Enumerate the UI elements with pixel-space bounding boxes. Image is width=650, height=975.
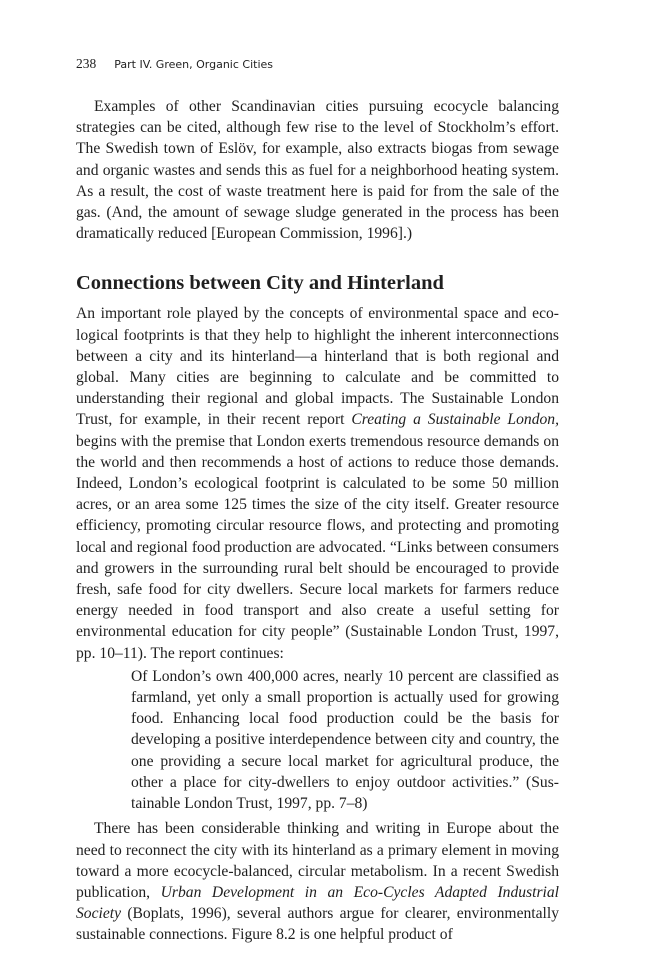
body-text [76,96,559,946]
publication-title-italic: Urban Development in an Eco-Cycles Adapted Industrial Society [76,883,559,923]
page-number: 238 [76,56,97,71]
paragraph-hinterland-text-2: (Boplats, 1996), several authors argue for clearer, environmentally sustainable connections. Figure 8.2 is one helpful product of [76,905,559,944]
paragraph-hinterland [76,818,559,945]
block-quote: Of London’s own 400,000 acres, nearly 10 percent are classified as farmland, yet only a small proportion is actually used for growing food. Enhancing local food production could be the basis for developing a positive interdependence between city and country, the one providing a secure local market for agricultural produce, the other a place for city-dwellers to enjoy outdoor activities.” (Sustainable London Trust, 1997, pp. 7–8) [131,667,559,813]
paragraph-hinterland-text-1: There has been considerable thinking and writing in Europe about the need to reconnect the city with its hinterland as a primary element in moving toward a more ecocycle-balanced, circular metabolism. In a recent Swedish publication, [76,820,559,901]
paragraph-eslov: Examples of other Scandinavian cities pursuing ecocycle balancing strategies can be cited, although few rise to the level of Stockholm’s effort. The Swedish town of Eslöv, for example, also extracts biogas from sewage and organic wastes and sends this as fuel for a neighborhood heating system. As a result, the cost of waste treatment here is paid for from the sale of the gas. (And, the amount of sewage sludge generated in the process has been dramatically reduced [European Commission, 1996].) [76,98,559,243]
report-title-italic: Creating a Sustainable London, [351,411,559,429]
paragraph-london-text-2: begins with the premise that London exerts tremendous resource demands on the world and then recommends a host of actions to reduce those demands. Indeed, London’s ecological footprint is calculated to be some 50 million acres, or an area some 125 times the size of the city itself. Greater resource efficiency, promoting circular resource flows, and protecting and promoting local and regional food production are advocated. “Links between consumers and growers in the surrounding rural belt should be encouraged to provide fresh, safe food for city dwellers. Secure local markets for farmers reduce energy needed in food transport and also create a useful setting for environmental education for city people” (Sustainable London Trust, 1997, pp. 10–11). The report continues: [76,432,559,662]
paragraph-london-text-1: An important role played by the concepts of environmental space and ecological footprints is that they help to highlight the inherent interconnections between a city and its hinterland—a hinterland that is both regional and global. Many cities are beginning to calculate and be committed to understanding their regional and global impacts. The Sustainable London Trust, for example, in their recent report [76,305,559,429]
paragraph-london-trust [76,303,559,663]
section-heading: Connections between City and Hinterland [76,272,444,295]
running-head [76,56,273,73]
part-title: Part IV. Green, Organic Cities [114,58,273,71]
